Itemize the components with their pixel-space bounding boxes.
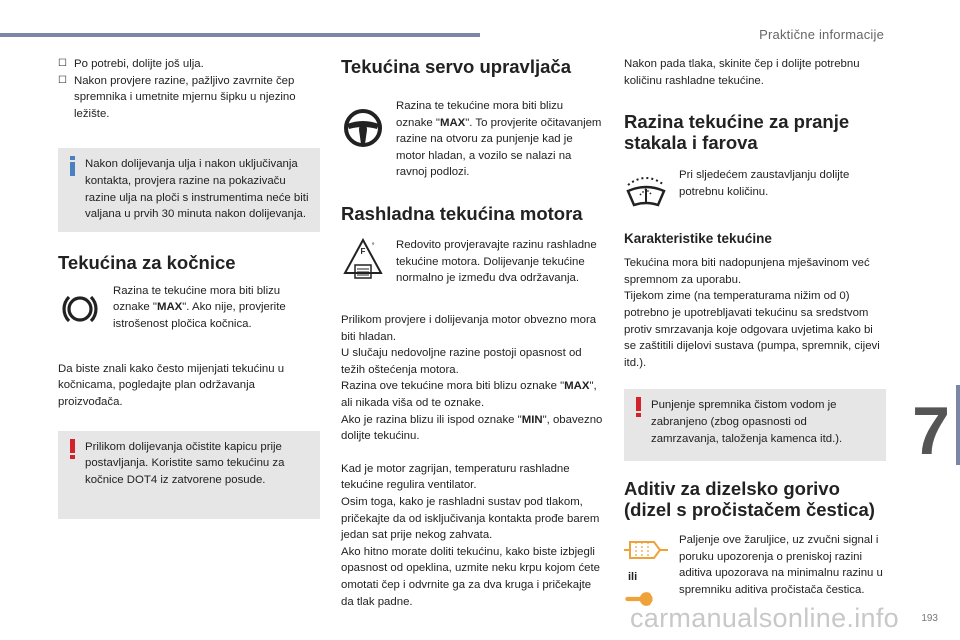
particle-filter-icon — [624, 538, 668, 562]
fluid-characteristics-para: Tekućina mora biti nadopunjena mješavinom već spremnom za uporabu. Tijekom zime (na temperaturama nižim od 0) potrebno je upotrebljavati tekućinu sa sredstvom protiv smrzavanja koje odgovara uvjetima kako bi se zaštitili dijelovi sustava (pumpa, spremnik, cijevi itd.). — [624, 257, 880, 369]
svg-text:F: F — [360, 247, 366, 256]
or-label: ili — [628, 571, 638, 584]
washer-fluid-icon — [624, 167, 668, 211]
info-box: Nakon dolijevanja ulja i nakon uključivanja kontakta, provjera razine na pokazivaču razine ulja na ploči s instrumentima neće biti valjana u prvih 30 minuta nakon dolijevanja. — [58, 148, 320, 231]
warning-box: Punjenje spremnika čistom vodom je zabranjeno (zbog opasnosti od zamrzavanja, taloženja kamenca itd.). — [624, 389, 886, 461]
coolant-para-2: Kad je motor zagrijan, temperaturu rashladne tekućine regulira ventilator. Osim toga, kako je rashladni sustav pod tlakom, pričekajte da od isključivanja kontakta prođe barem jedan sat prije nekog zahvata. Ako hitno morate doliti tekućinu, kako biste izbjegli opasnost od opeklina, uzmite neku krpu kojom ćete omotati čep i odvrnite ga za dva kruga i pričekajte da tlak padne. — [341, 462, 600, 608]
list-item: ☐ Po potrebi, dolijte još ulja. — [58, 56, 320, 73]
washer-fluid-text: Pri sljedećem zaustavljanju dolijte potrebnu količinu. — [679, 169, 850, 198]
header-accent-bar — [0, 33, 480, 37]
brake-para: Da biste znali kako često mijenjati tekućinu u kočnicama, pogledajte plan održavanja proizvođača. — [58, 362, 285, 408]
column-2 — [341, 56, 603, 610]
diesel-additive-row — [624, 532, 886, 612]
fluid-characteristics-title: Karakteristike tekućine — [624, 231, 772, 247]
diesel-additive-text: Paljenje ove žaruljice, uz zvučni signal i poruku upozorenja o preniskoj razini aditiva upozorava na minimalnu razinu u spremniku aditiva pročistača čestica. — [679, 534, 883, 596]
watermark: carmanualsonline.info — [630, 603, 899, 633]
warning-icon — [66, 439, 80, 459]
svg-text:°: ° — [372, 243, 375, 249]
list-item: ☐ Nakon provjere razine, pažljivo zavrnite čep spremnika i umetnite mjernu šipku u njezino ležište. — [58, 74, 296, 120]
coolant-title: Rashladna tekućina motora — [341, 203, 583, 224]
power-steering-title: Tekućina servo upravljača — [341, 56, 571, 77]
brake-fluid-title: Tekućina za kočnice — [58, 251, 236, 273]
column-1 — [58, 56, 320, 519]
coolant-text: Redovito provjeravajte razinu rashladne tekućine motora. Dolijevanje tekućine normalno je između dva održavanja. — [396, 239, 597, 285]
section-title: Praktične informacije — [759, 27, 884, 42]
washer-fluid-row — [624, 167, 886, 217]
column-3 — [624, 56, 886, 612]
arrow-bullet-icon: ☐ — [58, 74, 67, 86]
arrow-bullet-icon: ☐ — [58, 58, 67, 69]
diesel-additive-title: Aditiv za dizelsko gorivo (dizel s pročistačem čestica) — [624, 478, 875, 521]
brake-fluid-text: Razina te tekućine mora biti blizu oznake "MAX". Ako nije, provjerite istrošenost pločica kočnica. — [113, 284, 286, 330]
coolant-para-1: Prilikom provjere i dolijevanja motor obvezno mora biti hladan. U slučaju nedovoljne razine postoji opasnost od težih oštećenja motora. Razina ove tekućine mora biti blizu oznake "MAX", ali nikada viša od te oznake. Ako je razina blizu ili ispod oznake "MIN", obavezno dolijte tekućinu. — [341, 314, 603, 443]
page-number: 193 — [921, 613, 938, 624]
warning-icon — [632, 397, 646, 417]
info-icon — [66, 156, 80, 176]
bullet-list — [58, 56, 320, 122]
brake-fluid-row — [58, 283, 320, 343]
brake-warning-icon — [58, 287, 102, 331]
coolant-row — [341, 237, 603, 303]
coolant-warning-icon — [341, 237, 385, 281]
steering-wheel-icon — [341, 106, 385, 150]
power-steering-text: Razina te tekućine mora biti blizu oznake "MAX". To provjerite očitavanjem razine na otvoru za punjenje kad je motor hladan, a vozilo se nalazi na ravnoj podlozi. — [396, 100, 602, 179]
warning-box: Prilikom dolijevanja očistite kapicu prije postavljanja. Koristite samo tekućinu za kočnice DOT4 iz zatvorene posude. — [58, 431, 320, 520]
power-steering-row — [341, 98, 603, 188]
washer-fluid-title: Razina tekućine za pranje stakala i farova — [624, 111, 850, 154]
chapter-number: 7 — [912, 393, 950, 469]
chapter-tab-bar — [956, 385, 960, 465]
coolant-continued-para: Nakon pada tlaka, skinite čep i dolijte potrebnu količinu rashladne tekućine. — [624, 58, 860, 87]
